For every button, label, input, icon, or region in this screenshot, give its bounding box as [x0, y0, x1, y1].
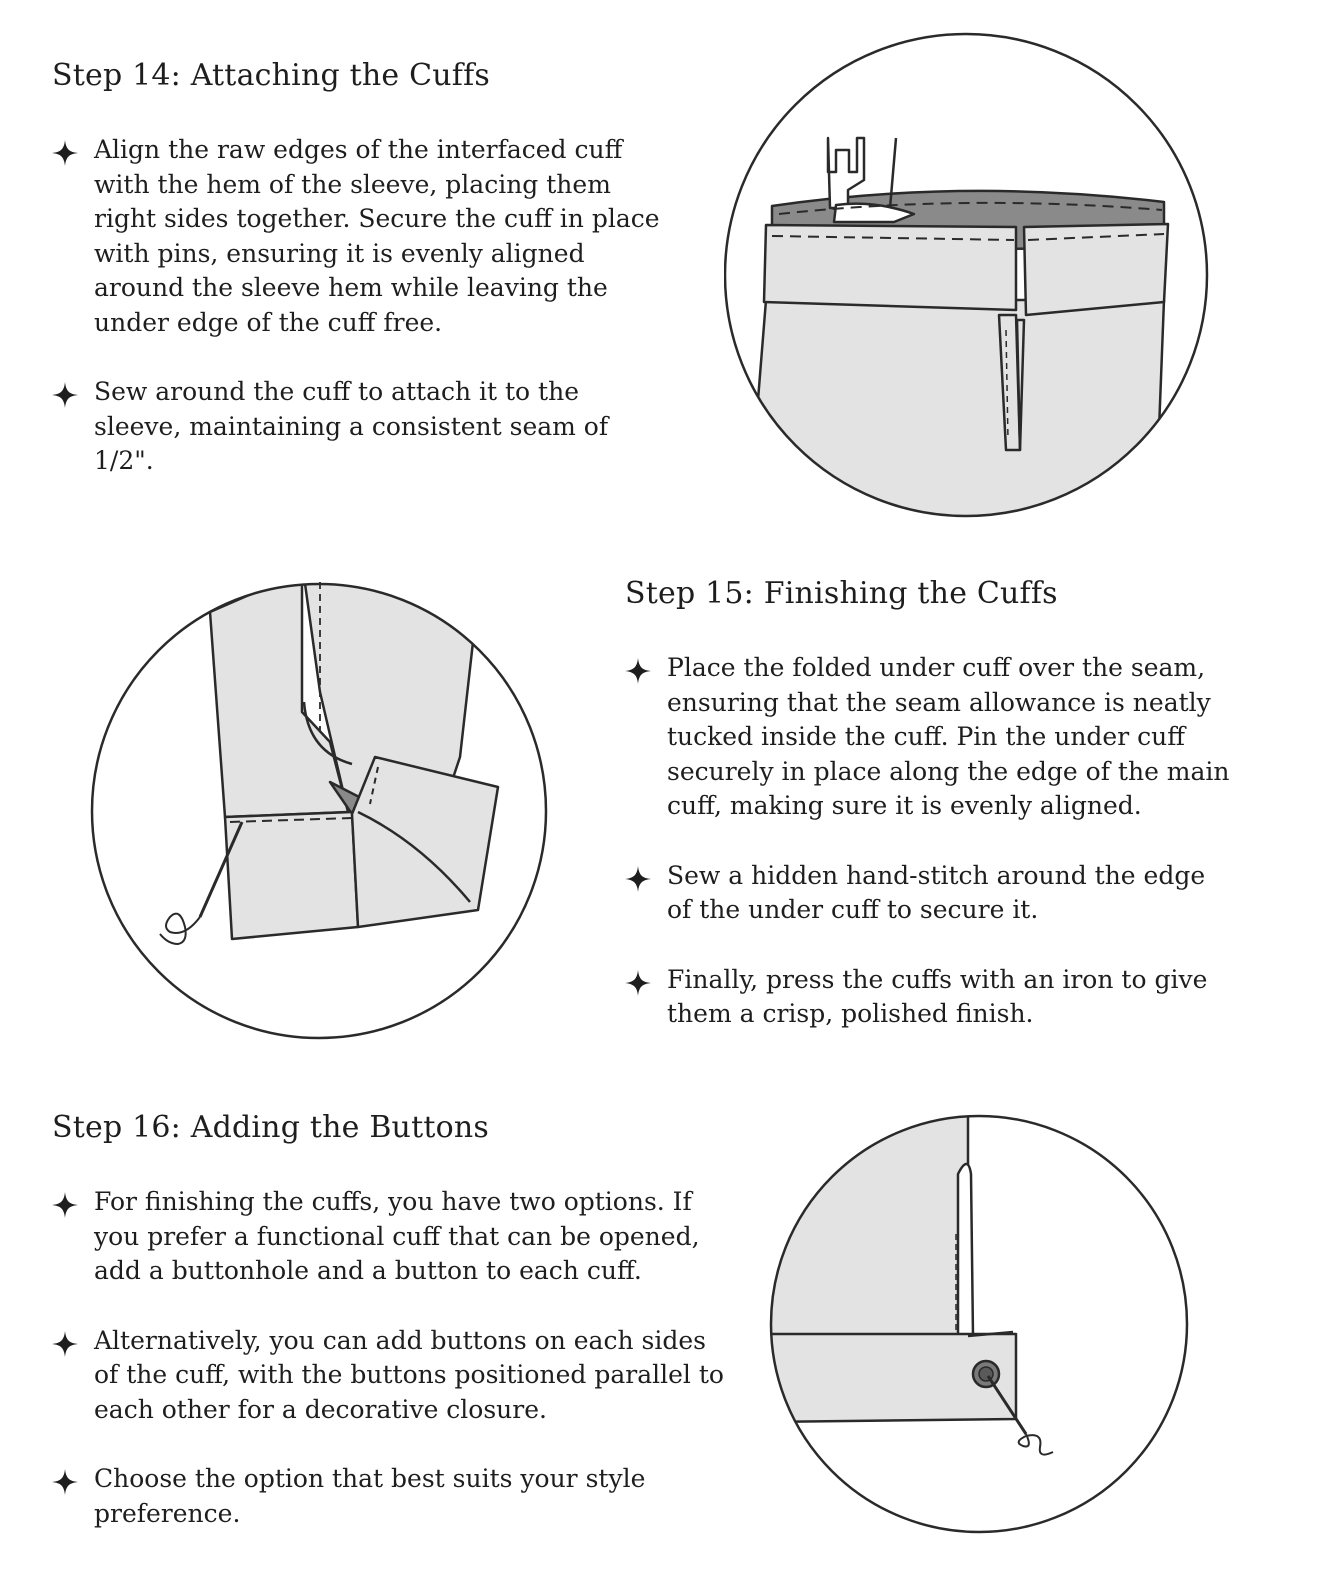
bullet-text: Align the raw edges of the interfaced cuff with the hem of the sleeve, placing them right sides together. Secure the cuff in place with pins, ensuring it is evenly aligned around the sleeve hem while leaving the under edge of the cuff free.	[94, 135, 660, 337]
bullet-text: Finally, press the cuffs with an iron to give them a crisp, polished finish.	[667, 964, 1208, 1028]
bullet-text: Sew around the cuff to attach it to the sleeve, maintaining a consistent seam of 1/2".	[94, 377, 609, 475]
star-bullet-icon	[52, 382, 78, 408]
step-15-title: Step 15: Finishing the Cuffs	[625, 576, 1058, 611]
list-item	[52, 1324, 734, 1428]
cuff-fold-illustration	[90, 582, 550, 1040]
bullet-text: Choose the option that best suits your style preference.	[94, 1464, 646, 1528]
cuff-attach-illustration	[724, 30, 1210, 520]
star-bullet-icon	[52, 1469, 78, 1495]
step-14-title: Step 14: Attaching the Cuffs	[52, 58, 490, 93]
step-14-section	[52, 58, 672, 514]
cuff-button-illustration	[768, 1114, 1190, 1534]
list-item	[52, 133, 664, 340]
star-bullet-icon	[625, 970, 651, 996]
list-item	[625, 859, 1207, 928]
list-item	[625, 963, 1227, 1032]
list-item	[52, 375, 664, 479]
bullet-text: Sew a hidden hand-stitch around the edge of the under cuff to secure it.	[667, 860, 1206, 924]
star-bullet-icon	[52, 140, 78, 166]
star-bullet-icon	[625, 658, 651, 684]
list-item	[52, 1185, 744, 1289]
star-bullet-icon	[625, 866, 651, 892]
star-bullet-icon	[52, 1331, 78, 1357]
list-item	[625, 651, 1237, 824]
list-item	[52, 1462, 684, 1531]
star-bullet-icon	[52, 1192, 78, 1218]
step-16-section	[52, 1110, 732, 1566]
bullet-text: For finishing the cuffs, you have two options. If you prefer a functional cuff that can be opened, add a buttonhole and a button to each cuff.	[94, 1187, 700, 1285]
bullet-text: Place the folded under cuff over the seam, ensuring that the seam allowance is neatly tucked inside the cuff. Pin the under cuff securely in place along the edge of the main cuff, making sure it is evenly aligned.	[667, 653, 1230, 820]
bullet-text: Alternatively, you can add buttons on each sides of the cuff, with the buttons positioned parallel to each other for a decorative closure.	[94, 1325, 724, 1424]
step-15-section	[625, 576, 1230, 1067]
step-16-title: Step 16: Adding the Buttons	[52, 1110, 489, 1145]
